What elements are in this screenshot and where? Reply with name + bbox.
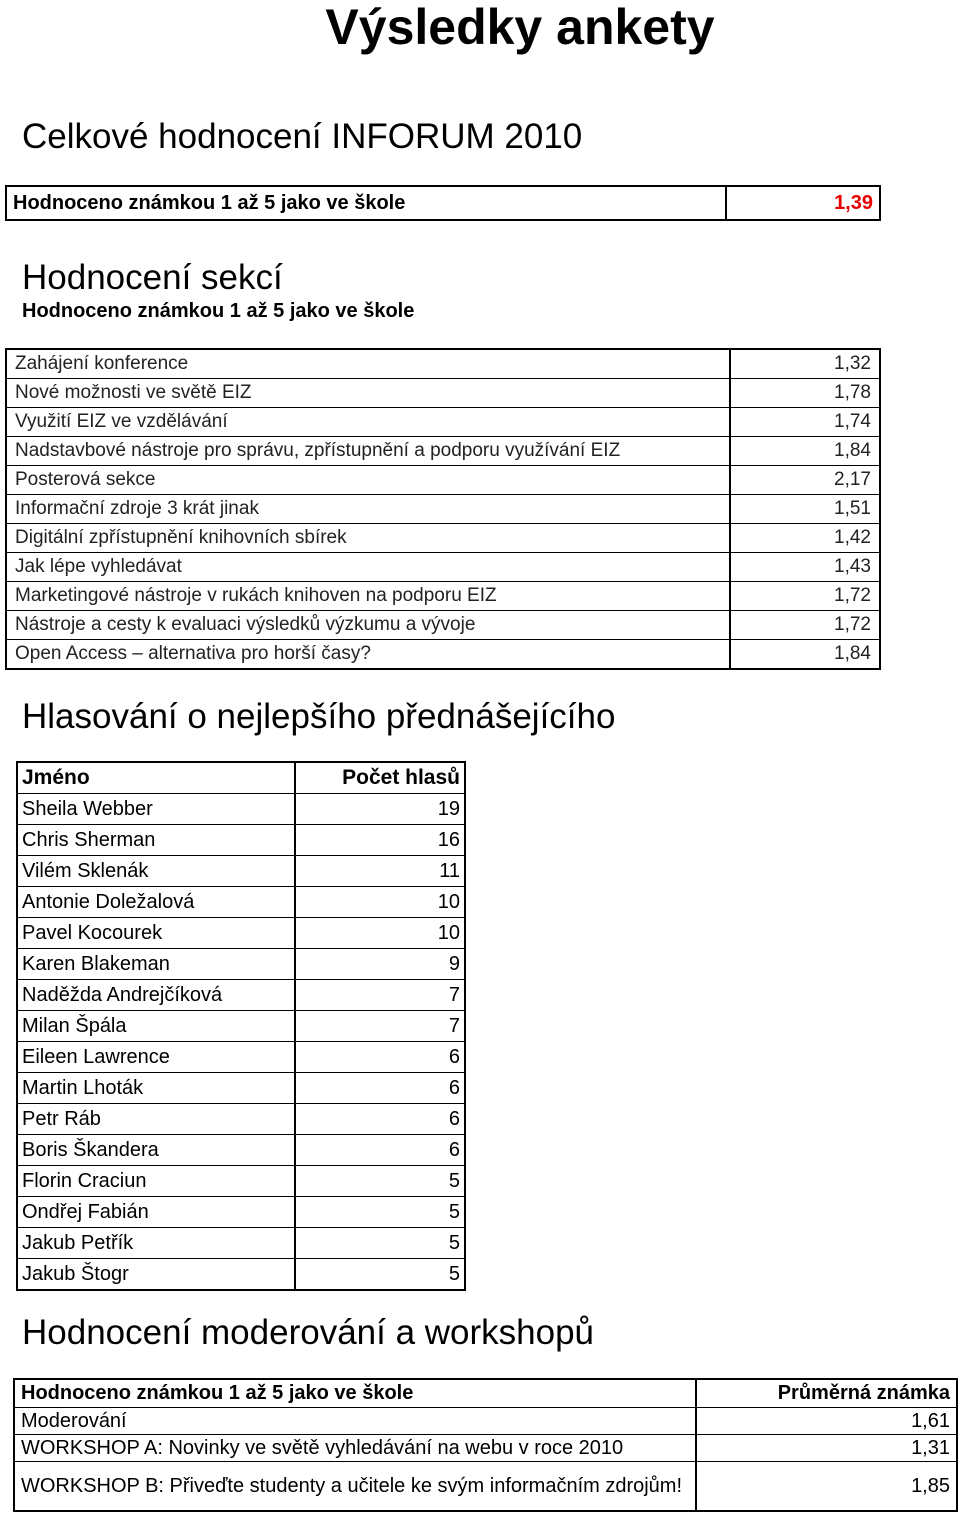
section-row (6, 524, 880, 553)
vote-count: 7 (295, 980, 465, 1011)
vote-row (17, 794, 465, 825)
section-row (6, 611, 880, 640)
overall-heading: Celkové hodnocení INFORUM 2010 (22, 117, 583, 156)
section-value: 1,43 (730, 553, 880, 582)
vote-count: 6 (295, 1042, 465, 1073)
speaker-name: Jakub Štogr (17, 1259, 295, 1291)
section-name: Open Access – alternativa pro horší časy? (6, 640, 730, 670)
section-row (6, 582, 880, 611)
vote-count: 10 (295, 918, 465, 949)
section-value: 1,84 (730, 640, 880, 670)
vote-count: 5 (295, 1197, 465, 1228)
vote-count: 11 (295, 856, 465, 887)
speaker-name: Florin Craciun (17, 1166, 295, 1197)
speaker-name: Petr Ráb (17, 1104, 295, 1135)
overall-table (5, 185, 881, 221)
vote-row (17, 1197, 465, 1228)
sections-subheading: Hodnoceno známkou 1 až 5 jako ve škole (22, 300, 415, 322)
section-row (6, 437, 880, 466)
overall-label: Hodnoceno známkou 1 až 5 jako ve škole (6, 186, 726, 220)
speaker-name: Eileen Lawrence (17, 1042, 295, 1073)
votes-header-row (17, 762, 465, 794)
speaker-name: Martin Lhoták (17, 1073, 295, 1104)
sections-table (5, 348, 881, 670)
vote-row (17, 1011, 465, 1042)
vote-row (17, 887, 465, 918)
moderation-col-label: Hodnoceno známkou 1 až 5 jako ve škole (14, 1379, 696, 1408)
moderation-header-row (14, 1379, 957, 1408)
moderation-value: 1,61 (696, 1408, 957, 1435)
vote-row (17, 1042, 465, 1073)
vote-count: 19 (295, 794, 465, 825)
section-name: Využití EIZ ve vzdělávání (6, 408, 730, 437)
vote-count: 6 (295, 1135, 465, 1166)
vote-row (17, 1104, 465, 1135)
overall-row (6, 186, 880, 220)
moderation-table (13, 1378, 958, 1512)
vote-row (17, 949, 465, 980)
speaker-name: Antonie Doležalová (17, 887, 295, 918)
section-value: 1,72 (730, 611, 880, 640)
section-row (6, 495, 880, 524)
section-value: 1,78 (730, 379, 880, 408)
section-value: 1,42 (730, 524, 880, 553)
speaker-name: Pavel Kocourek (17, 918, 295, 949)
vote-count: 6 (295, 1104, 465, 1135)
moderation-row (14, 1408, 957, 1435)
section-name: Zahájení konference (6, 349, 730, 379)
section-row (6, 553, 880, 582)
vote-count: 16 (295, 825, 465, 856)
vote-row (17, 1166, 465, 1197)
section-value: 1,32 (730, 349, 880, 379)
vote-row (17, 980, 465, 1011)
speaker-name: Ondřej Fabián (17, 1197, 295, 1228)
moderation-item: WORKSHOP A: Novinky ve světě vyhledávání na webu v roce 2010 (14, 1435, 696, 1462)
speaker-name: Naděžda Andrejčíková (17, 980, 295, 1011)
speaker-name: Boris Škandera (17, 1135, 295, 1166)
speaker-name: Karen Blakeman (17, 949, 295, 980)
vote-row (17, 1135, 465, 1166)
section-name: Nástroje a cesty k evaluaci výsledků výzkumu a vývoje (6, 611, 730, 640)
votes-table (16, 761, 466, 1291)
section-name: Nové možnosti ve světě EIZ (6, 379, 730, 408)
section-name: Digitální zpřístupnění knihovních sbírek (6, 524, 730, 553)
sections-heading: Hodnocení sekcí (22, 258, 283, 297)
section-name: Posterová sekce (6, 466, 730, 495)
speaker-name: Milan Špála (17, 1011, 295, 1042)
section-row (6, 640, 880, 670)
vote-count: 5 (295, 1228, 465, 1259)
section-name: Marketingové nástroje v rukách knihoven na podporu EIZ (6, 582, 730, 611)
votes-heading: Hlasování o nejlepšího přednášejícího (22, 697, 616, 736)
vote-row (17, 1073, 465, 1104)
section-value: 2,17 (730, 466, 880, 495)
speaker-name: Chris Sherman (17, 825, 295, 856)
vote-row (17, 1259, 465, 1291)
speaker-name: Jakub Petřík (17, 1228, 295, 1259)
vote-count: 9 (295, 949, 465, 980)
moderation-value: 1,85 (696, 1462, 957, 1512)
moderation-row (14, 1462, 957, 1512)
moderation-col-value: Průměrná známka (696, 1379, 957, 1408)
section-row (6, 349, 880, 379)
moderation-item: WORKSHOP B: Přiveďte studenty a učitele ke svým informačním zdrojům! (14, 1462, 696, 1512)
section-name: Nadstavbové nástroje pro správu, zpřístupnění a podporu využívání EIZ (6, 437, 730, 466)
speaker-name: Vilém Sklenák (17, 856, 295, 887)
moderation-item: Moderování (14, 1408, 696, 1435)
section-row (6, 408, 880, 437)
speaker-name: Sheila Webber (17, 794, 295, 825)
vote-row (17, 856, 465, 887)
vote-count: 10 (295, 887, 465, 918)
vote-count: 5 (295, 1259, 465, 1291)
section-value: 1,84 (730, 437, 880, 466)
section-row (6, 466, 880, 495)
section-value: 1,51 (730, 495, 880, 524)
vote-count: 7 (295, 1011, 465, 1042)
vote-count: 6 (295, 1073, 465, 1104)
section-row (6, 379, 880, 408)
vote-row (17, 1228, 465, 1259)
votes-col-name: Jméno (17, 762, 295, 794)
overall-value: 1,39 (726, 186, 880, 220)
vote-count: 5 (295, 1166, 465, 1197)
moderation-heading: Hodnocení moderování a workshopů (22, 1313, 595, 1352)
page-title: Výsledky ankety (325, 0, 715, 55)
moderation-row (14, 1435, 957, 1462)
vote-row (17, 825, 465, 856)
section-value: 1,74 (730, 408, 880, 437)
moderation-value: 1,31 (696, 1435, 957, 1462)
section-name: Jak lépe vyhledávat (6, 553, 730, 582)
section-name: Informační zdroje 3 krát jinak (6, 495, 730, 524)
votes-col-count: Počet hlasů (295, 762, 465, 794)
vote-row (17, 918, 465, 949)
section-value: 1,72 (730, 582, 880, 611)
